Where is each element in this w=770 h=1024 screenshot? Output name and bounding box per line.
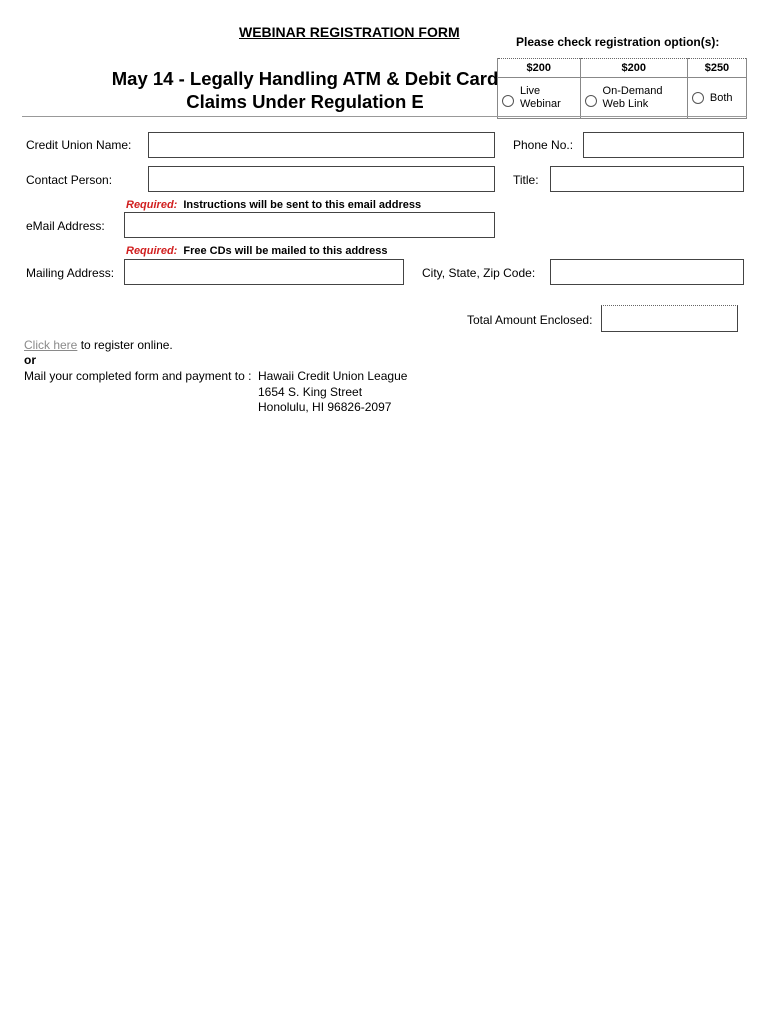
option-label-both: Both [709,91,733,104]
options-heading: Please check registration option(s): [516,35,720,49]
email-required-note [126,199,421,211]
contact-person-label: Contact Person: [26,173,113,187]
phone-field[interactable] [583,132,744,158]
option-label-line1: Live [520,85,541,97]
mailing-address-block [258,369,407,416]
radio-both[interactable] [692,92,704,104]
total-amount-field[interactable] [601,305,738,332]
mail-note-text: Free CDs will be mailed to this address [183,245,388,257]
header-divider [22,116,747,117]
credit-union-name-field[interactable] [148,132,495,158]
city-state-zip-label: City, State, Zip Code: [422,266,536,280]
or-text: or [24,353,36,367]
event-title-line-1: May 14 - Legally Handling ATM & Debit Card [111,68,499,89]
city-state-zip-field[interactable] [550,259,744,285]
form-title: WEBINAR REGISTRATION FORM [239,24,460,40]
register-online-line [24,338,173,354]
option-ondemand-weblink[interactable] [580,78,687,119]
radio-live-webinar[interactable] [502,95,514,107]
email-field[interactable] [124,212,495,238]
mailing-address-field[interactable] [124,259,404,285]
address-line-3: Honolulu, HI 96826-2097 [258,400,392,414]
email-label: eMail Address: [26,219,105,233]
option-live-webinar[interactable] [498,78,581,119]
title-field[interactable] [550,166,744,192]
total-amount-label: Total Amount Enclosed: [467,313,593,327]
option-label-line1: On-Demand [602,85,663,97]
option-price-ondemand: $200 [580,59,687,78]
mail-instruction: Mail your completed form and payment to : [24,369,252,383]
registration-options-table [497,58,747,119]
option-label-line2: Web Link [602,98,649,110]
required-label: Required: [126,199,178,211]
mailing-address-label: Mailing Address: [26,266,115,280]
credit-union-name-label: Credit Union Name: [26,138,132,152]
phone-label: Phone No.: [513,138,574,152]
event-title-line-2: Claims Under Regulation E [186,91,424,112]
option-price-live: $200 [498,59,581,78]
register-online-text: to register online. [77,338,173,352]
option-both[interactable] [687,78,746,119]
radio-ondemand-weblink[interactable] [585,95,597,107]
mail-required-note [126,245,388,257]
address-line-1: Hawaii Credit Union League [258,369,408,383]
required-label: Required: [126,245,178,257]
email-note-text: Instructions will be sent to this email address [183,199,422,211]
contact-person-field[interactable] [148,166,495,192]
option-price-both: $250 [687,59,746,78]
option-label-line2: Webinar [520,98,561,110]
click-here-link[interactable]: Click here [24,338,78,352]
event-title [100,67,510,113]
address-line-2: 1654 S. King Street [258,384,363,399]
title-label: Title: [513,173,539,187]
